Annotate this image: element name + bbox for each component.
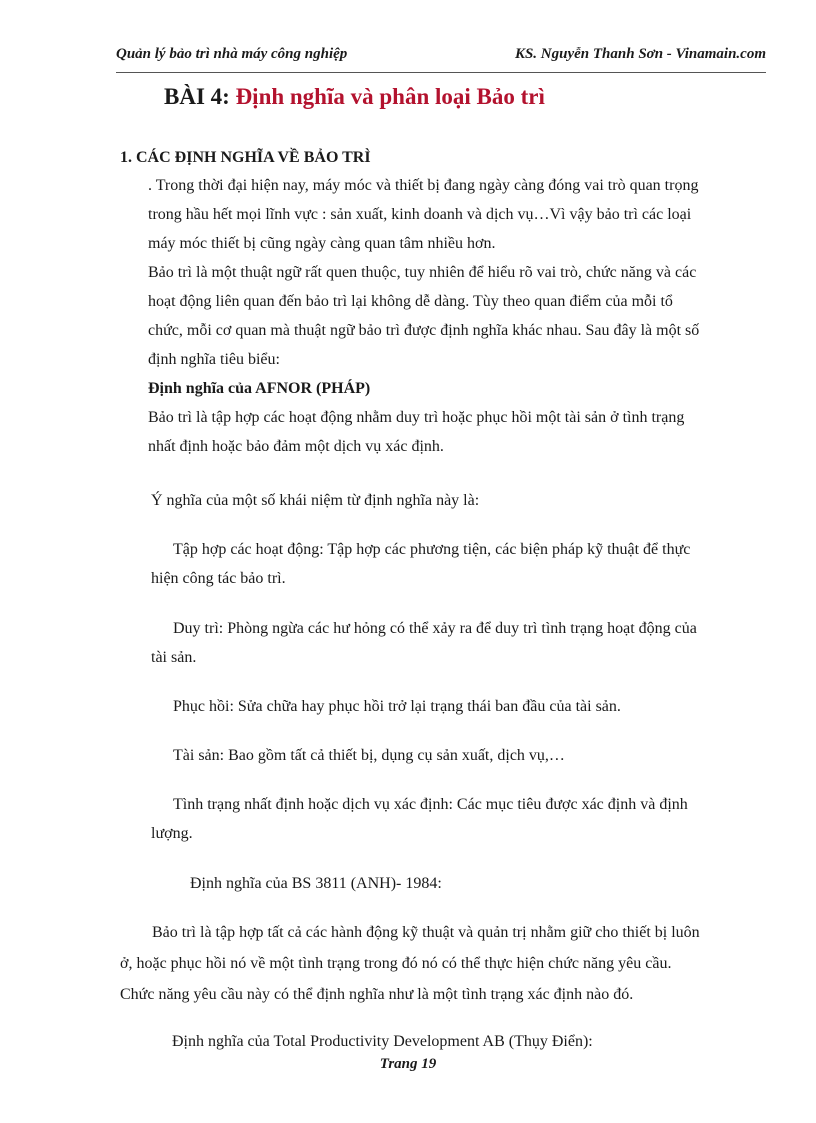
intro-line-1: . Trong thời đại hiện nay, máy móc và thiết bị đang ngày càng đóng vai trò quan trọng <box>148 177 699 194</box>
concept-2-line-1: Duy trì: Phòng ngừa các hư hỏng có thể xảy ra để duy trì tình trạng hoạt động của <box>173 620 697 637</box>
para2-line-1: Bảo trì là một thuật ngữ rất quen thuộc, tuy nhiên để hiểu rõ vai trò, chức năng và các <box>148 264 697 281</box>
concept-2-line-2: tài sản. <box>151 649 197 666</box>
para2-line-4: định nghĩa tiêu biểu: <box>148 351 280 368</box>
header-author: KS. Nguyễn Thanh Sơn - Vinamain.com <box>514 46 766 62</box>
bs-line-3: Chức năng yêu cầu này có thể định nghĩa như là một tình trạng xác định nào đó. <box>120 986 634 1003</box>
header-document-title: Quản lý bảo trì nhà máy công nghiệp <box>116 46 348 62</box>
meaning-intro: Ý nghĩa của một số khái niệm từ định nghĩa này là: <box>151 492 480 509</box>
afnor-line-2: nhất định hoặc bảo đảm một dịch vụ xác định. <box>148 438 444 455</box>
concept-1-line-2: hiện công tác bảo trì. <box>151 570 286 587</box>
para2-line-2: hoạt động liên quan đến bảo trì lại không dễ dàng. Tùy theo quan điểm của mỗi tổ <box>148 293 673 310</box>
concept-3: Phục hồi: Sửa chữa hay phục hồi trở lại trạng thái ban đầu của tài sản. <box>173 698 621 715</box>
intro-line-3: máy móc thiết bị cũng ngày càng quan tâm nhiều hơn. <box>148 235 496 252</box>
afnor-heading: Định nghĩa của AFNOR (PHÁP) <box>148 380 371 397</box>
page-header <box>116 46 766 73</box>
chapter-title <box>164 84 545 110</box>
bs-line-2: ở, hoặc phục hồi nó về một tình trạng trong đó nó có thể thực hiện chức năng yêu cầu. <box>120 955 672 972</box>
tpd-heading: Định nghĩa của Total Productivity Development AB (Thụy Điển): <box>172 1033 593 1050</box>
afnor-line-1: Bảo trì là tập hợp các hoạt động nhằm duy trì hoặc phục hồi một tài sản ở tình trạng <box>148 409 685 426</box>
intro-line-2: trong hầu hết mọi lĩnh vực : sản xuất, kinh doanh và dịch vụ…Vì vậy bảo trì các loại <box>148 206 692 223</box>
bs-line-1: Bảo trì là tập hợp tất cả các hành động kỹ thuật và quản trị nhằm giữ cho thiết bị luôn <box>152 924 700 941</box>
concept-5-line-1: Tình trạng nhất định hoặc dịch vụ xác định: Các mục tiêu được xác định và định <box>173 796 688 813</box>
chapter-prefix: BÀI 4: <box>164 84 236 109</box>
page-number: Trang 19 <box>379 1056 437 1072</box>
concept-5-line-2: lượng. <box>151 825 193 842</box>
bs-heading: Định nghĩa của BS 3811 (ANH)- 1984: <box>190 875 442 892</box>
section-heading: 1. CÁC ĐỊNH NGHĨA VỀ BẢO TRÌ <box>120 149 371 166</box>
para2-line-3: chức, mỗi cơ quan mà thuật ngữ bảo trì được định nghĩa khác nhau. Sau đây là một số <box>148 322 700 339</box>
concept-4: Tài sản: Bao gồm tất cả thiết bị, dụng cụ sản xuất, dịch vụ,… <box>173 747 565 764</box>
concept-1-line-1: Tập hợp các hoạt động: Tập hợp các phương tiện, các biện pháp kỹ thuật để thực <box>173 541 691 558</box>
chapter-title-text: Định nghĩa và phân loại Bảo trì <box>235 84 545 109</box>
